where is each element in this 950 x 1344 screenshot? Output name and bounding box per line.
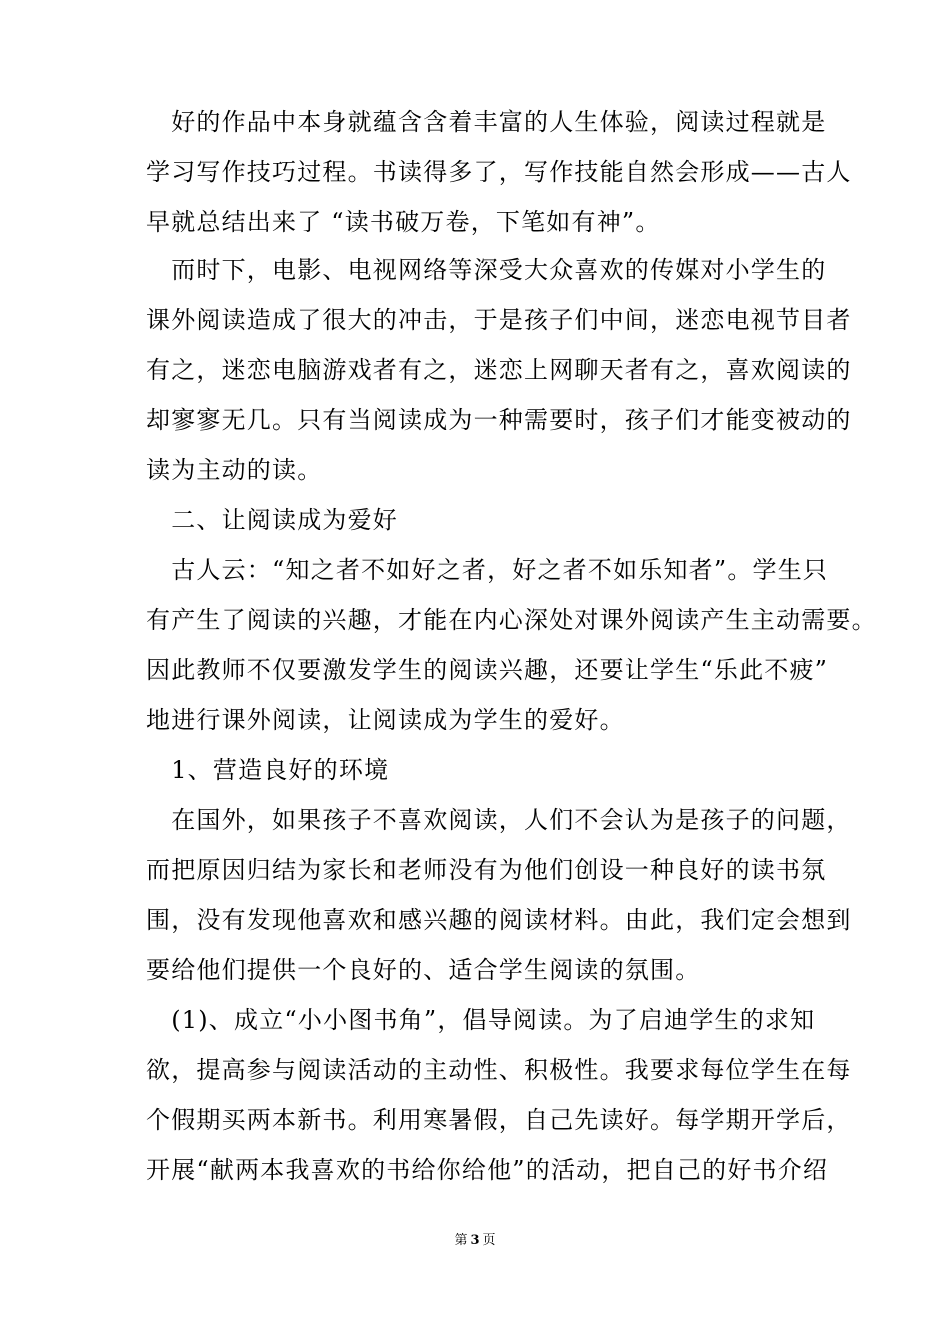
text-line: 个假期买两本新书。利用寒暑假，自己先读好。每学期开学后， xyxy=(146,1106,852,1134)
text-line: 课外阅读造成了很大的冲击，于是孩子们中间，迷恋电视节目者 xyxy=(146,306,852,334)
page-footer xyxy=(0,1232,950,1250)
text-line: 有之，迷恋电脑游戏者有之，迷恋上网聊天者有之，喜欢阅读的 xyxy=(146,356,852,384)
text-line: 围，没有发现他喜欢和感兴趣的阅读材料。由此，我们定会想到 xyxy=(146,906,852,934)
text-line: 地进行课外阅读，让阅读成为学生的爱好。 xyxy=(146,706,625,734)
text-line: 要给他们提供一个良好的、适合学生阅读的氛围。 xyxy=(146,956,701,984)
page-suffix: 页 xyxy=(482,1233,496,1248)
text-line: 古人云：“知之者不如好之者，好之者不如乐知者”。学生只 xyxy=(146,556,829,584)
text-line: 却寥寥无几。只有当阅读成为一种需要时，孩子们才能变被动的 xyxy=(146,406,852,434)
text-line: 好的作品中本身就蕴含含着丰富的人生体验，阅读过程就是 xyxy=(146,108,827,136)
page-number: 3 xyxy=(470,1233,480,1248)
text-line: 开展“献两本我喜欢的书给你给他”的活动，把自己的好书介绍 xyxy=(146,1156,829,1184)
text-line: 欲，提高参与阅读活动的主动性、积极性。我要求每位学生在每 xyxy=(146,1056,852,1084)
text-line: (1)、成立“小小图书角”，倡导阅读。为了启迪学生的求知 xyxy=(146,1006,816,1034)
text-line: 有产生了阅读的兴趣，才能在内心深处对课外阅读产生主动需要。 xyxy=(146,606,877,634)
text-line: 学习写作技巧过程。书读得多了，写作技能自然会形成——古人 xyxy=(146,158,852,186)
text-line: 早就总结出来了 “读书破万卷，下笔如有神”。 xyxy=(146,208,661,236)
subsection-heading: 1、营造良好的环境 xyxy=(146,756,390,784)
text-line: 在国外，如果孩子不喜欢阅读，人们不会认为是孩子的问题， xyxy=(146,806,852,834)
text-line: 而把原因归结为家长和老师没有为他们创设一种良好的读书氛 xyxy=(146,856,827,884)
text-line: 因此教师不仅要激发学生的阅读兴趣，还要让学生“乐此不疲” xyxy=(146,656,829,684)
section-heading: 二、让阅读成为爱好 xyxy=(146,506,398,534)
page-prefix: 第 xyxy=(454,1233,468,1248)
text-line: 读为主动的读。 xyxy=(146,456,323,484)
text-line: 而时下，电影、电视网络等深受大众喜欢的传媒对小学生的 xyxy=(146,256,827,284)
